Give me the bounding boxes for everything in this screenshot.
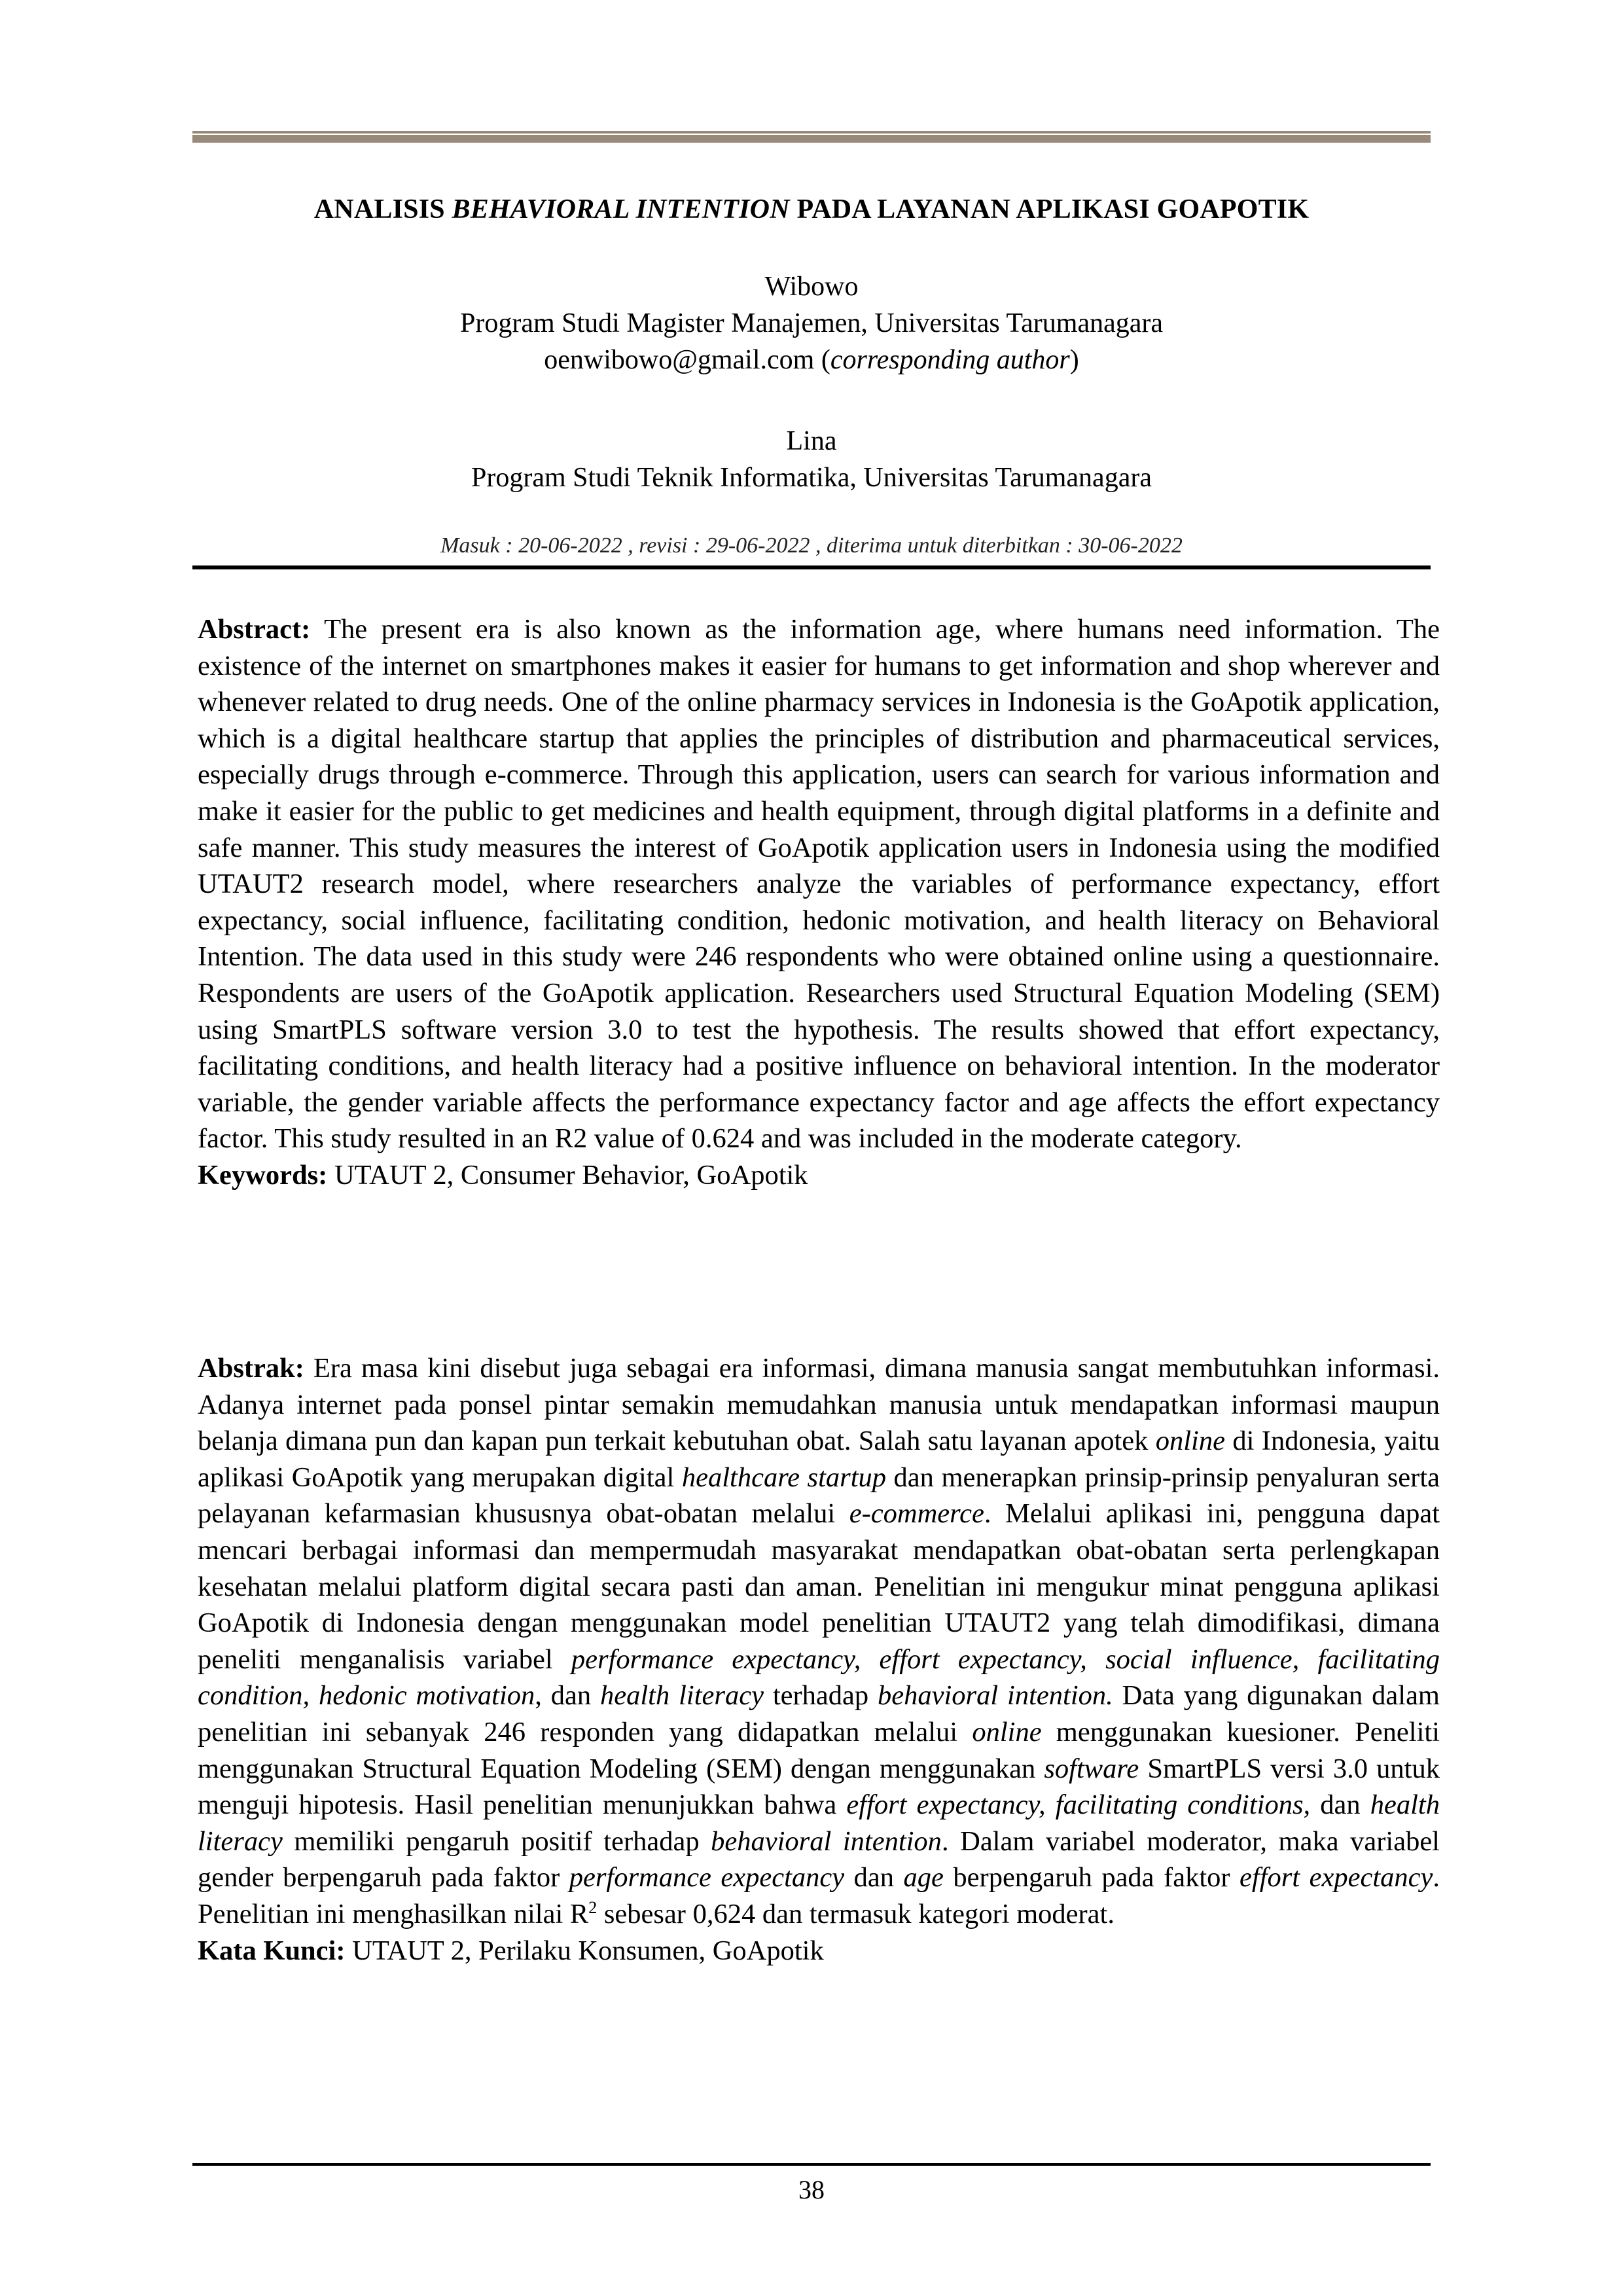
text-run: dan xyxy=(1310,1789,1370,1821)
kata-kunci-line xyxy=(198,1933,1440,1969)
footer-rule xyxy=(192,2163,1431,2166)
kata-kunci-label: Kata Kunci: xyxy=(198,1935,346,1966)
italic-term: effort expectancy xyxy=(1240,1862,1433,1893)
page-number: 38 xyxy=(798,2175,825,2204)
text-run: SmartPLS versi 3.0 untuk menguji hipotesis. Hasil penelitian menunjukkan bahwa xyxy=(198,1753,1440,1821)
spacer xyxy=(192,378,1431,423)
italic-term: performance expectancy, effort expectancy, social influence, facilitating condition, hedonic motivation xyxy=(198,1643,1440,1712)
italic-term: behavioral intention xyxy=(711,1825,942,1857)
abstrak-tail: sebesar 0,624 dan termasuk kategori moderat. xyxy=(597,1898,1115,1929)
author-block xyxy=(192,268,1431,496)
header-rule-thin xyxy=(192,131,1431,134)
text-run: terhadap xyxy=(763,1680,878,1712)
author-affiliation: Program Studi Magister Manajemen, Universitas Tarumanagara xyxy=(460,308,1163,338)
text-run: di Indonesia, yaitu aplikasi GoApotik yang merupakan digital xyxy=(198,1426,1440,1493)
abstrak-label: Abstrak: xyxy=(198,1353,304,1384)
text-run: berpengaruh pada faktor xyxy=(943,1862,1240,1893)
paper-title xyxy=(192,191,1431,228)
abstract-paragraph xyxy=(198,611,1440,1157)
italic-term: software xyxy=(1044,1753,1139,1784)
keywords-text: UTAUT 2, Consumer Behavior, GoApotik xyxy=(327,1159,808,1191)
title-part1: ANALISIS xyxy=(313,194,452,224)
text-run: . Penelitian ini menghasilkan nilai R xyxy=(198,1862,1440,1929)
italic-term: online xyxy=(1155,1426,1225,1457)
keywords-label: Keywords: xyxy=(198,1159,328,1191)
title-part2: PADA LAYANAN APLIKASI GOAPOTIK xyxy=(789,194,1310,224)
header-divider xyxy=(192,565,1431,569)
italic-term: healthcare startup xyxy=(681,1462,887,1493)
paren-open: ( xyxy=(814,345,830,375)
text-run: . Melalui aplikasi ini, pengguna dapat mencari berbagai informasi dan mempermudah masyarakat mendapatkan obat-obatan serta perlengkapan kesehatan melalui platform digital secara pasti dan aman. Penelitian ini mengukur minat pengguna aplikasi GoApotik di Indonesia dengan menggunakan model penelitian UTAUT2 yang telah dimodifikasi, dimana peneliti menganalisis variabel xyxy=(198,1498,1440,1675)
italic-term: effort expectancy, facilitating conditions, xyxy=(846,1789,1311,1821)
abstract-indonesian xyxy=(198,1350,1440,1969)
italic-term: e-commerce xyxy=(849,1498,984,1530)
text-run: Era masa kini disebut juga sebagai era informasi, dimana manusia sangat membutuhkan informasi. Adanya internet pada ponsel pintar semakin memudahkan manusia untuk mendapatkan informasi maupun belanja dimana pun dan kapan pun terkait kebutuhan obat. Salah satu layanan apotek xyxy=(198,1353,1440,1457)
kata-kunci-text: UTAUT 2, Perilaku Konsumen, GoApotik xyxy=(345,1935,824,1966)
author-name: Lina xyxy=(786,426,837,456)
r-squared-superscript: 2 xyxy=(588,1897,597,1917)
abstract-label: Abstract: xyxy=(198,614,311,645)
text-run: menggunakan kuesioner. Peneliti menggunakan Structural Equation Modeling (SEM) dengan menggunakan xyxy=(198,1716,1440,1784)
italic-term: age xyxy=(903,1862,944,1893)
abstract-english xyxy=(198,611,1440,1194)
author-email[interactable]: oenwibowo@gmail.com xyxy=(544,345,815,375)
author-email-line xyxy=(192,342,1431,378)
keywords-line xyxy=(198,1157,1440,1194)
italic-term: online xyxy=(972,1716,1042,1748)
italic-term: performance expectancy xyxy=(569,1862,845,1893)
abstract-text: The present era is also known as the information age, where humans need information. The existence of the internet on smartphones makes it easier for humans to get information and shop wherever and whenever related to drug needs. One of the online pharmacy services in Indonesia is the GoApotik application, which is a digital healthcare startup that applies the principles of distribution and pharmaceutical services, especially drugs through e-commerce. Through this application, users can search for various information and make it easier for the public to get medicines and health equipment, through digital platforms in a definite and safe manner. This study measures the interest of GoApotik application users in Indonesia using the modified UTAUT2 research model, where researchers analyze the variables of performance expectancy, effort expectancy, social influence, facilitating condition, hedonic motivation, and health literacy on Behavioral Intention. The data used in this study were 246 respondents who were obtained online using a questionnaire. Respondents are users of the GoApotik application. Researchers used Structural Equation Modeling (SEM) using SmartPLS software version 3.0 to test the hypothesis. The results showed that effort expectancy, facilitating conditions, and health literacy had a positive influence on behavioral intention. In the moderator variable, the gender variable affects the performance expectancy factor and age affects the effort expectancy factor. This study resulted in an R2 value of 0.624 and was included in the moderate category. xyxy=(198,614,1440,1155)
text-run: . Dalam variabel moderator, maka variabel gender berpengaruh pada faktor xyxy=(198,1825,1440,1893)
author-affiliation: Program Studi Teknik Informatika, Universitas Tarumanagara xyxy=(471,463,1152,493)
paren-close: ) xyxy=(1069,345,1079,375)
italic-term: health literacy xyxy=(600,1680,764,1712)
text-run: dan menerapkan prinsip-prinsip penyaluran serta pelayanan kefarmasian khususnya obat-obatan melalui xyxy=(198,1462,1440,1530)
title-italic: BEHAVIORAL INTENTION xyxy=(452,194,790,224)
text-run: memiliki pengaruh positif terhadap xyxy=(282,1825,711,1857)
text-run: dan xyxy=(844,1862,904,1893)
text-run: , dan xyxy=(535,1680,601,1712)
author-name: Wibowo xyxy=(764,272,859,302)
abstrak-paragraph xyxy=(198,1350,1440,1933)
submission-dates: Masuk : 20-06-2022 , revisi : 29-06-2022 , diterima untuk diterbitkan : 30-06-2022 xyxy=(440,533,1183,558)
header-rule-thick xyxy=(192,135,1431,143)
italic-term: behavioral intention. xyxy=(878,1680,1113,1712)
italic-term: health literacy xyxy=(198,1789,1440,1857)
abstrak-text xyxy=(198,1353,1440,1929)
corresponding-note: corresponding author xyxy=(830,345,1070,375)
text-run: Data yang digunakan dalam penelitian ini sebanyak 246 responden yang didapatkan melalui xyxy=(198,1680,1440,1748)
